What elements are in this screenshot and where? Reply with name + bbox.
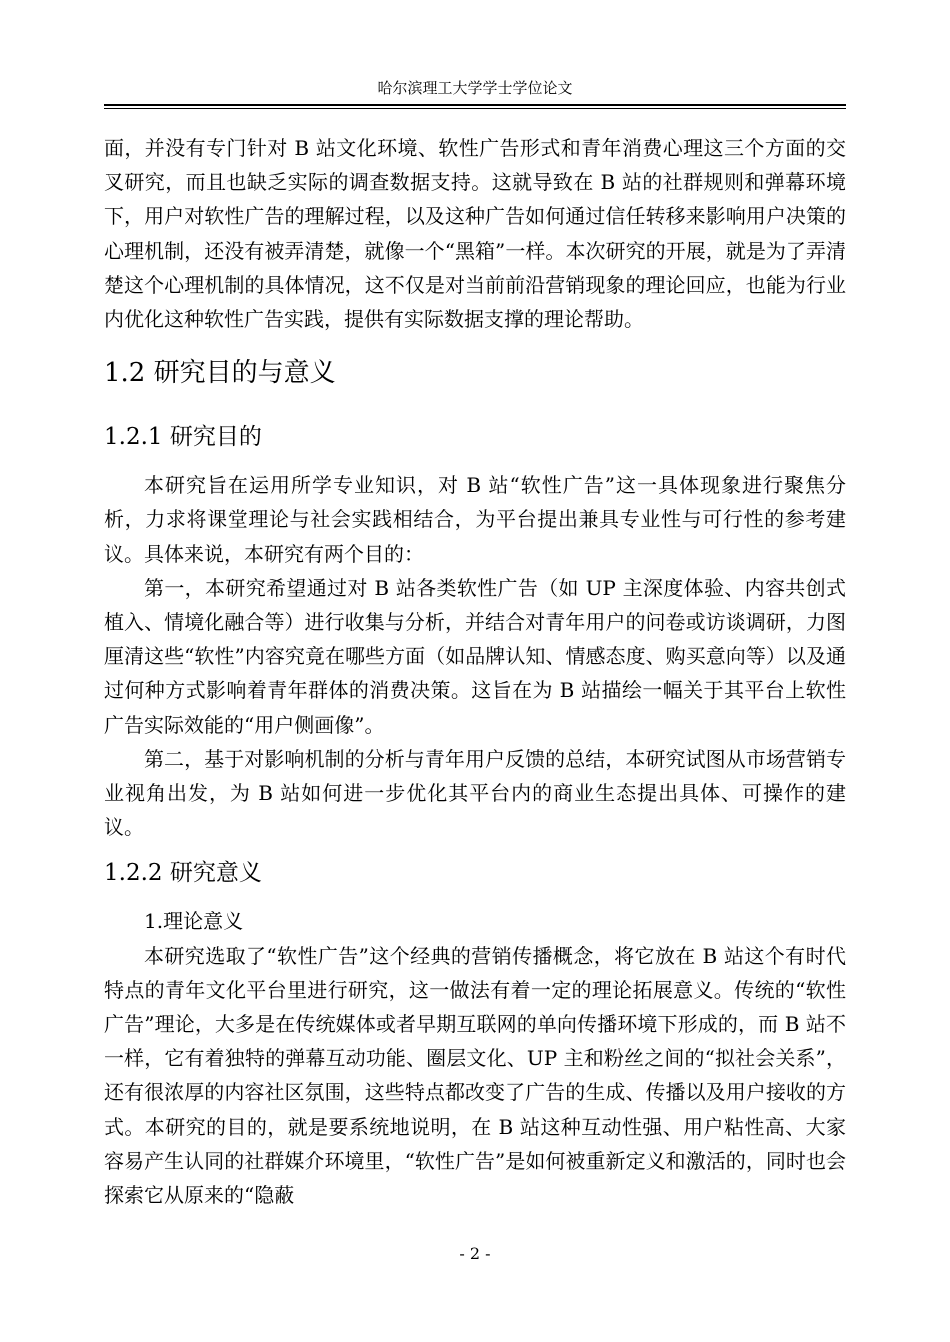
paragraph-purpose-second: 第二，基于对影响机制的分析与青年用户反馈的总结，本研究试图从市场营销专业视角出发，为 B 站如何进一步优化其平台内的商业生态提出具体、可操作的建议。 (104, 746, 846, 840)
section-heading-1-2: 1.2 研究目的与意义 (104, 358, 336, 389)
paragraph-theory-significance: 本研究选取了“软性广告”这个经典的营销传播概念，将它放在 B 站这个有时代特点的青年文化平台里进行研究，这一做法有着一定的理论拓展意义。传统的“软性广告”理论，大多是在传统媒体或者早期互联网的单向传播环境下形成的，而 B 站不一样，它有着独特的弹幕互动功能、圈层文化、UP 主和粉丝之间的“拟社会关系”，还有很浓厚的内容社区氛围，这些特点都改变了广告的生成、传播以及用户接收的方式。本研究的目的，就是要系统地说明，在 B 站这种互动性强、用户粘性高、大家容易产生认同的社群媒介环境里，“软性广告”是如何被重新定义和激活的，同时也会探索它从原来的“隐蔽 (104, 943, 846, 1208)
header-rule-thin (104, 108, 846, 109)
subsection-heading-1-2-2: 1.2.2 研究意义 (104, 860, 262, 887)
subsection-heading-1-2-1: 1.2.1 研究目的 (104, 424, 262, 451)
page-number: - 2 - (459, 1244, 491, 1263)
paragraph-purpose-first: 第一，本研究希望通过对 B 站各类软性广告（如 UP 主深度体验、内容共创式植入、情境化融合等）进行收集与分析，并结合对青年用户的问卷或访谈调研，力图厘清这些“软性”内容究竟在哪些方面（如品牌认知、情感态度、购买意向等）以及通过何种方式影响着青年群体的消费决策。这旨在为 B 站描绘一幅关于其平台上软性广告实际效能的“用户侧画像”。 (104, 575, 846, 737)
header-rule-thick (104, 104, 846, 106)
paragraph-purpose-intro: 本研究旨在运用所学专业知识，对 B 站“软性广告”这一具体现象进行聚焦分析，力求将课堂理论与社会实践相结合，为平台提出兼具专业性与可行性的参考建议。具体来说，本研究有两个目的： (104, 473, 846, 566)
paragraph-continued: 面，并没有专门针对 B 站文化环境、软性广告形式和青年消费心理这三个方面的交叉研究，而且也缺乏实际的调查数据支持。这就导致在 B 站的社群规则和弹幕环境下，用户对软性广告的理解过程，以及这种广告如何通过信任转移来影响用户决策的心理机制，还没有被弄清楚，就像一个“黑箱”一样。本次研究的开展，就是为了弄清楚这个心理机制的具体情况，这不仅是对当前前沿营销现象的理论回应，也能为行业内优化这种软性广告实践，提供有实际数据支撑的理论帮助。 (104, 136, 846, 332)
theory-significance-label: 1.理论意义 (144, 909, 244, 934)
page-body (104, 131, 846, 1212)
running-header: 哈尔滨理工大学学士学位论文 (377, 79, 573, 97)
